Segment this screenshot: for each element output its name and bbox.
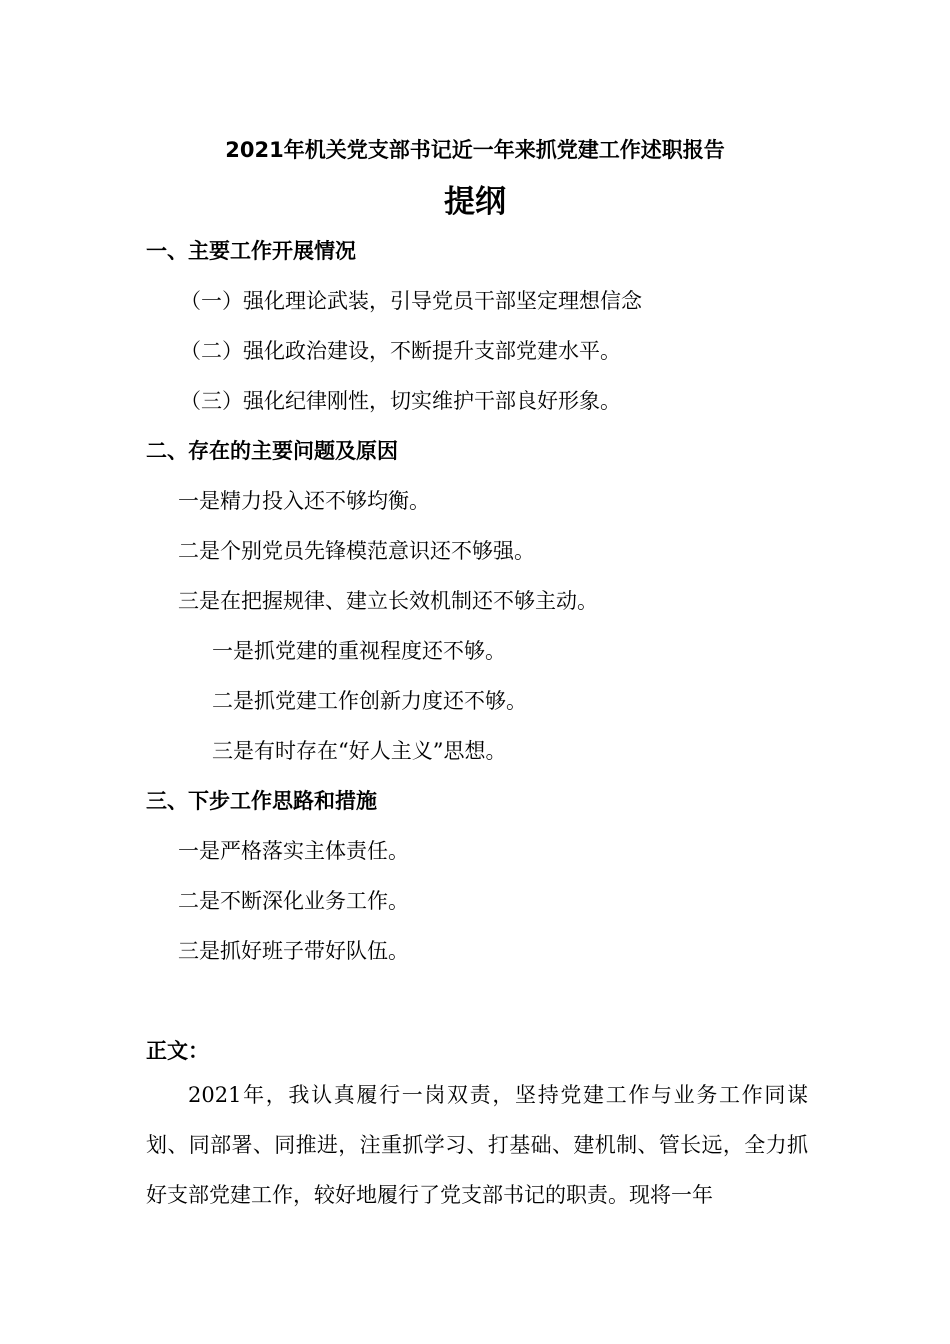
outline-subitem: 一是抓党建的重视程度还不够。 [212, 639, 506, 663]
outline-item: 三是抓好班子带好队伍。 [178, 939, 409, 963]
outline-subitem: 三是有时存在“好人主义”思想。 [212, 739, 507, 763]
outline-subitem: 二是抓党建工作创新力度还不够。 [212, 689, 527, 713]
section-heading-main-work: 一、主要工作开展情况 [146, 239, 356, 263]
outline-item: 三是在把握规律、建立长效机制还不够主动。 [178, 589, 598, 613]
section-heading-problems: 二、存在的主要问题及原因 [146, 439, 398, 463]
body-label: 正文： [146, 1039, 209, 1063]
section-heading-next-steps: 三、下步工作思路和措施 [146, 789, 377, 813]
outline-item: 一是精力投入还不够均衡。 [178, 489, 430, 513]
outline-item: 一是严格落实主体责任。 [178, 839, 409, 863]
outline-item: （三）强化纪律刚性，切实维护干部良好形象。 [180, 389, 621, 413]
outline-item: （一）强化理论武装，引导党员干部坚定理想信念 [180, 289, 642, 313]
outline-item: （二）强化政治建设，不断提升支部党建水平。 [180, 339, 621, 363]
document-title: 2021年机关党支部书记近一年来抓党建工作述职报告 [225, 138, 725, 162]
outline-item: 二是个别党员先锋模范意识还不够强。 [178, 539, 535, 563]
document-subtitle: 提纲 [444, 184, 506, 220]
body-paragraph: 2021年，我认真履行一岗双责，坚持党建工作与业务工作同谋划、同部署、同推进，注重抓学习、打基础、建机制、管长远，全力抓好支部党建工作，较好地履行了党支部书记的职责。现将一年 [146, 1083, 808, 1207]
outline-item: 二是不断深化业务工作。 [178, 889, 409, 913]
